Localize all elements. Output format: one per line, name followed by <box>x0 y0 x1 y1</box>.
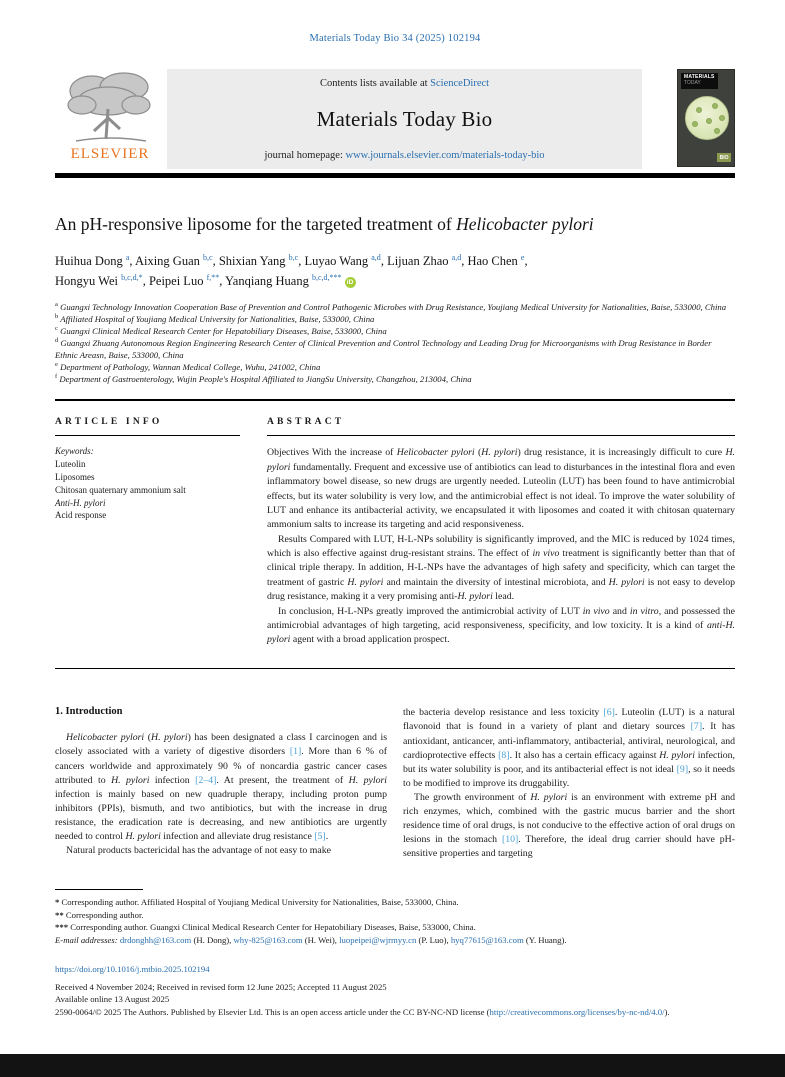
cover-colony-dot <box>696 107 702 113</box>
affiliation-text: Guangxi Technology Innovation Cooperation Base of Prevention and Control Pathogenic Microbes with Drug Resistance, Youjiang Medical University for Nationalities, Baise, 533000, China <box>57 302 727 313</box>
affiliation-text: Department of Pathology, Wannan Medical College, Wuhu, 241002, China <box>57 362 321 373</box>
paragraph: The growth environment of H. pylori is an environment with extreme pH and rich enzymes, which, combined with the gastric mucus barrier and the short residence time of oral drugs, is not conducive to the effective action of oral drugs on lesions in the stomach [10]. Therefore, the ideal drug carrier should have pH-sensitive properties and targeting <box>403 791 735 860</box>
cover-brand-line2: TODAY <box>684 79 701 86</box>
copyright-line: 2590-0064/© 2025 The Authors. Published by Elsevier Ltd. This is an open access article under the CC BY-NC-ND license (http://creativecommons.org/licenses/by-nc-nd/4.0/). <box>55 1007 670 1018</box>
abstract-paragraphs <box>267 446 735 647</box>
journal-homepage-line <box>173 150 636 161</box>
affiliation-line <box>55 301 735 313</box>
cover-colony-dot <box>714 128 720 134</box>
paragraph: Natural products bactericidal has the advantage of not easy to make <box>66 845 331 857</box>
homepage-label: journal homepage: <box>264 150 343 161</box>
affiliation-line <box>55 325 735 337</box>
paragraph: the bacteria develop resistance and less toxicity [6]. Luteolin (LUT) is a natural flavonoid that is found in a variety of plant and dietary sources [7]. It has antioxidant, anticancer, anti-inflammatory, antibacterial, antiviral, neurological, and cardioprotective effects [8]. It also has a certain efficacy against H. pylori infection, but its water solubility is poor, and its antibacterial effect is not ideal [9], so it needs to be modified to improve its druggability. <box>403 707 736 789</box>
doi-link[interactable]: https://doi.org/10.1016/j.mtbio.2025.102194 <box>55 963 210 974</box>
cover-petri-dish-image <box>685 96 729 140</box>
affiliation-text: Guangxi Clinical Medical Research Center for Hepatobiliary Diseases, Baise, 533000, China <box>57 326 387 337</box>
article-footer <box>55 963 735 1019</box>
article-first-page <box>0 33 785 1018</box>
affiliation-line <box>55 337 735 361</box>
keyword-item: Acid response <box>55 510 107 521</box>
affiliation-line <box>55 313 735 325</box>
journal-banner <box>167 69 642 169</box>
keyword-item: Luteolin <box>55 459 86 470</box>
orcid-icon[interactable]: iD <box>345 277 356 288</box>
contents-prefix: Contents lists available at <box>319 78 428 89</box>
abstract-heading-rule <box>267 435 735 436</box>
footnote-divider <box>55 889 143 890</box>
article-info-heading: ARTICLE INFO <box>55 416 163 427</box>
footnote-line: *** Corresponding author. Guangxi Clinical Medical Research Center for Hepatobiliary Diseases, Baise, 533000, China. <box>55 922 476 933</box>
section-bottom-rule <box>55 668 735 670</box>
affiliation-text: Guangxi Zhuang Autonomous Region Engineering Research Center of Clinical Prevention and Control Technology and Leading Drug for Microorganisms with Drug Resistance in Border Ethnic Areasn, Baise, 533000, China <box>55 338 712 361</box>
introduction-heading: 1. Introduction <box>55 706 123 718</box>
elsevier-wordmark: ELSEVIER <box>70 146 150 162</box>
affiliation-marker: b <box>55 313 59 321</box>
article-title: An pH-responsive liposome for the targeted treatment of Helicobacter pylori <box>55 214 594 234</box>
journal-masthead <box>55 69 735 169</box>
affiliation-marker: d <box>55 337 59 345</box>
affiliations <box>55 301 735 385</box>
cover-colony-dot <box>712 103 718 109</box>
footnote-line: E-mail addresses: drdonghh@163.com (H. Dong), why-825@163.com (H. Wei), luopeipei@wjrmyy.cn (P. Luo), hyq77615@163.com (Y. Huang). <box>55 934 567 945</box>
footnote-line: * Corresponding author. Affiliated Hospital of Youjiang Medical University for Nationalities, Baise, 533000, China. <box>55 897 459 908</box>
right-column-paragraphs <box>403 706 735 861</box>
elsevier-logo[interactable] <box>55 69 165 169</box>
affiliation-marker: e <box>55 361 58 369</box>
cover-brand-line1: MATERIALS <box>684 74 715 80</box>
journal-cover-thumbnail[interactable] <box>677 69 735 167</box>
cover-brand-logo <box>681 73 718 89</box>
page-bottom-edge <box>0 1054 785 1077</box>
affiliation-marker: a <box>55 301 58 309</box>
abstract-paragraph: Results Compared with LUT, H-L-NPs solubility is significantly improved, and the MIC is reduced by 1024 times, which is also effective against drug-resistant strains. The effect of in vivo treatment is significantly better than that of clinical triple therapy. In addition, H-L-NPs have the advantages of high safety and specificity, which can target the treatment of gastric H. pylori and maintain the diversity of intestinal microbiota, and H. pylori is not easy to develop drug resistance, making it a very promising anti-H. pylori lead. <box>267 533 735 603</box>
journal-homepage-link[interactable]: www.journals.elsevier.com/materials-today-bio <box>345 150 545 161</box>
keyword-item: Anti-H. pylori <box>55 497 106 508</box>
author-names[interactable]: Huihua Dong $^a$, Aixing Guan $^{b,c}$, Shixian Yang $^{b,c}$, Luyao Wang $^{a,d}$, Lijuan Zhao $^{a,d}$, Hao Chen $^e$, Hongyu Wei $^{b,c,d,*}$, Peipei Luo $^{f,**}$, Yanqiang Huang $^{b,c,d,***}$ <box>55 253 528 288</box>
journal-title: Materials Today Bio <box>316 107 493 131</box>
affiliation-marker: c <box>55 325 58 333</box>
cover-colony-dot <box>719 115 725 121</box>
info-abstract-section <box>55 399 735 669</box>
cover-colony-dot <box>706 118 712 124</box>
article-info-heading-rule <box>55 435 240 436</box>
abstract-column <box>267 417 735 648</box>
cover-colony-dot <box>692 121 698 127</box>
footnote-line: ** Corresponding author. <box>55 909 144 920</box>
sciencedirect-link[interactable]: ScienceDirect <box>430 78 490 89</box>
affiliation-text: Department of Gastroenterology, Wujin People's Hospital Affiliated to JiangSu University, Changzhou, 213004, China <box>57 374 472 385</box>
abstract-heading: ABSTRACT <box>267 416 345 427</box>
left-column-paragraphs <box>55 731 387 858</box>
left-column <box>55 706 387 861</box>
affiliation-line <box>55 361 735 373</box>
paragraph: Helicobacter pylori (H. pylori) has been designated a class I carcinogen and is closely associated with a variety of digestive disorders [1]. More than 6 % of cancers worldwide and approximately 90 % of noncardia gastric cancer cases attributed to H. pylori infection [2–4]. At present, the treatment of H. pylori infection is mainly based on new quadruple therapy, including proton pump inhibitors (PPIs), bismuth, and two antibiotics, but with the increase in drug resistance, the eradication rate is decreasing, and new antibiotics are urgently needed to control H. pylori infection and alleviate drug resistance [5]. <box>55 732 388 842</box>
keywords-label: Keywords: <box>55 446 94 457</box>
keyword-item: Chitosan quaternary ammonium salt <box>55 484 186 495</box>
author-list <box>55 252 735 291</box>
keyword-item: Liposomes <box>55 472 95 483</box>
footnotes <box>55 896 735 946</box>
affiliation-marker: f <box>55 373 58 381</box>
affiliation-line <box>55 373 735 385</box>
elsevier-tree-icon <box>62 69 158 145</box>
masthead-divider <box>55 173 735 178</box>
affiliation-text: Affiliated Hospital of Youjiang Medical University for Nationalities, Baise, 533000, China <box>58 314 375 325</box>
right-column <box>403 706 735 861</box>
article-info-column <box>55 417 240 648</box>
abstract-paragraph: In conclusion, H-L-NPs greatly improved the antimicrobial activity of LUT in vivo and in vitro, and possessed the antimicrobial advantages of high targeting, acid responsiveness, specificity, and low toxicity. It is a kind of anti-H. pylori agent with a broad application prospect. <box>267 605 735 646</box>
abstract-paragraph: Objectives With the increase of Helicobacter pylori (H. pylori) drug resistance, it is increasingly difficult to cure H. pylori fundamentally. Frequent and excessive use of antibiotics can lead to disturbances in the intestinal flora and even inflammatory bowel disease, so new drugs are urgently needed. Luteolin (LUT) has been found to have antimicrobial effects, but its water solubility is very low, and the antimicrobial effect is not ideal. To improve the water solubility of LUT and enhance its antibacterial activity, we encapsulated it with liposomes and coated it with chitosan quaternary ammonium salts to increase its targeting and acid responsiveness. <box>267 447 735 531</box>
journal-citation[interactable]: Materials Today Bio 34 (2025) 102194 <box>309 33 481 44</box>
keywords-list <box>55 458 240 522</box>
introduction-section <box>55 706 735 861</box>
cover-bio-badge: BIO <box>717 153 731 162</box>
available-online-date: Available online 13 August 2025 <box>55 993 170 1004</box>
contents-list-line <box>173 78 636 89</box>
received-dates: Received 4 November 2024; Received in revised form 12 June 2025; Accepted 11 August 2025 <box>55 981 387 992</box>
